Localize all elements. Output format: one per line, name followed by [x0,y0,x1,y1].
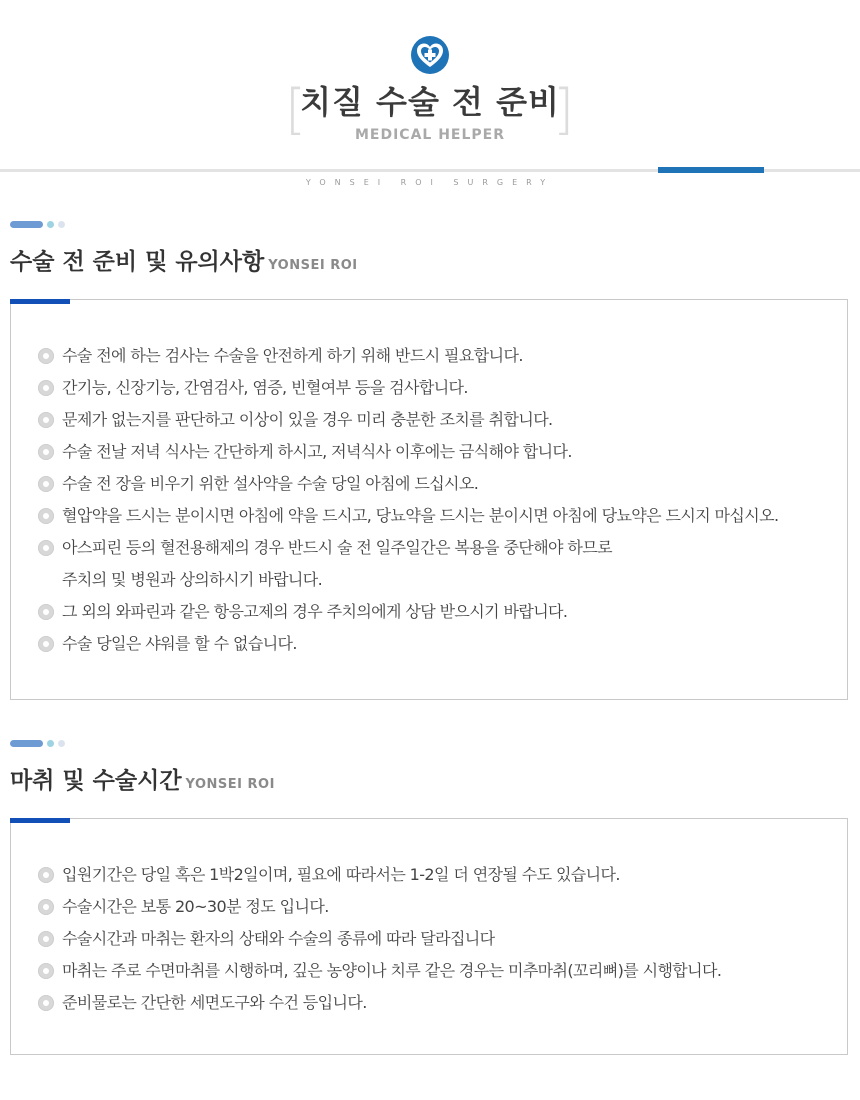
info-box-accent [10,818,70,823]
list-item: 수술 당일은 샤워를 할 수 없습니다. [38,628,778,660]
list-item: 수술시간과 마취는 환자의 상태와 수술의 종류에 따라 달라집니다 [38,923,721,955]
list-item: 준비물로는 간단한 세면도구와 수건 등입니다. [38,987,721,1019]
list-item: 아스피린 등의 혈전용해제의 경우 반드시 술 전 일주일간은 복용을 중단해야 하므로 주치의 및 병원과 상의하시기 바랍니다. [38,532,778,596]
bullet-icon [38,380,54,396]
bullet-icon [38,604,54,620]
page-header [0,0,860,200]
list-item: 마취는 주로 수면마취를 시행하며, 깊은 농양이나 치루 같은 경우는 미추마취(꼬리뼈)를 시행합니다. [38,955,721,987]
bullet-icon [38,348,54,364]
info-box-accent [10,299,70,304]
list-item: 문제가 없는지를 판단하고 이상이 있을 경우 미리 충분한 조치를 취합니다. [38,404,778,436]
heart-cross-icon [411,36,449,74]
title-bracket-right: ] [553,78,575,141]
list-item: 입원기간은 당일 혹은 1박2일이며, 필요에 따라서는 1-2일 더 연장될 수도 있습니다. [38,859,721,891]
page-title: 치질 수술 전 준비 [300,83,560,121]
list-item: 수술시간은 보통 20~30분 정도 입니다. [38,891,721,923]
section-anesthesia [0,740,860,1060]
info-list [38,859,721,1019]
bullet-icon [38,931,54,947]
bullet-icon [38,412,54,428]
page-subtitle: MEDICAL HELPER [354,127,506,143]
bullet-icon [38,995,54,1011]
section-dots-icon [10,221,70,229]
section-title [10,246,358,282]
section-subtitle: YONSEI ROI [268,258,358,273]
list-item: 수술 전에 하는 검사는 수술을 안전하게 하기 위해 반드시 필요합니다. [38,340,778,372]
section-title-text: 수술 전 준비 및 유의사항 [10,249,265,275]
header-tagline: YONSEI ROI SURGERY [305,178,555,187]
list-item: 그 외의 와파린과 같은 항응고제의 경우 주치의에게 상담 받으시기 바랍니다. [38,596,778,628]
list-item: 간기능, 신장기능, 간염검사, 염증, 빈혈여부 등을 검사합니다. [38,372,778,404]
section-subtitle: YONSEI ROI [185,777,275,792]
bullet-icon [38,636,54,652]
bullet-icon [38,508,54,524]
bullet-icon [38,476,54,492]
section-dots-icon [10,740,70,748]
section-title-text: 마취 및 수술시간 [10,768,182,794]
bullet-icon [38,867,54,883]
title-bracket-left: [ [285,78,307,141]
list-item: 수술 전 장을 비우기 위한 설사약을 수술 당일 아침에 드십시오. [38,468,778,500]
info-box [10,299,848,700]
section-preparation [0,221,860,701]
list-item: 수술 전날 저녁 식사는 간단하게 하시고, 저녁식사 이후에는 금식해야 합니다. [38,436,778,468]
header-divider-accent [658,167,764,173]
list-item: 혈압약을 드시는 분이시면 아침에 약을 드시고, 당뇨약을 드시는 분이시면 아침에 당뇨약은 드시지 마십시오. [38,500,778,532]
bullet-icon [38,444,54,460]
info-list [38,340,778,660]
bullet-icon [38,540,54,556]
bullet-icon [38,963,54,979]
info-box [10,818,848,1055]
bullet-icon [38,899,54,915]
section-title [10,765,275,801]
